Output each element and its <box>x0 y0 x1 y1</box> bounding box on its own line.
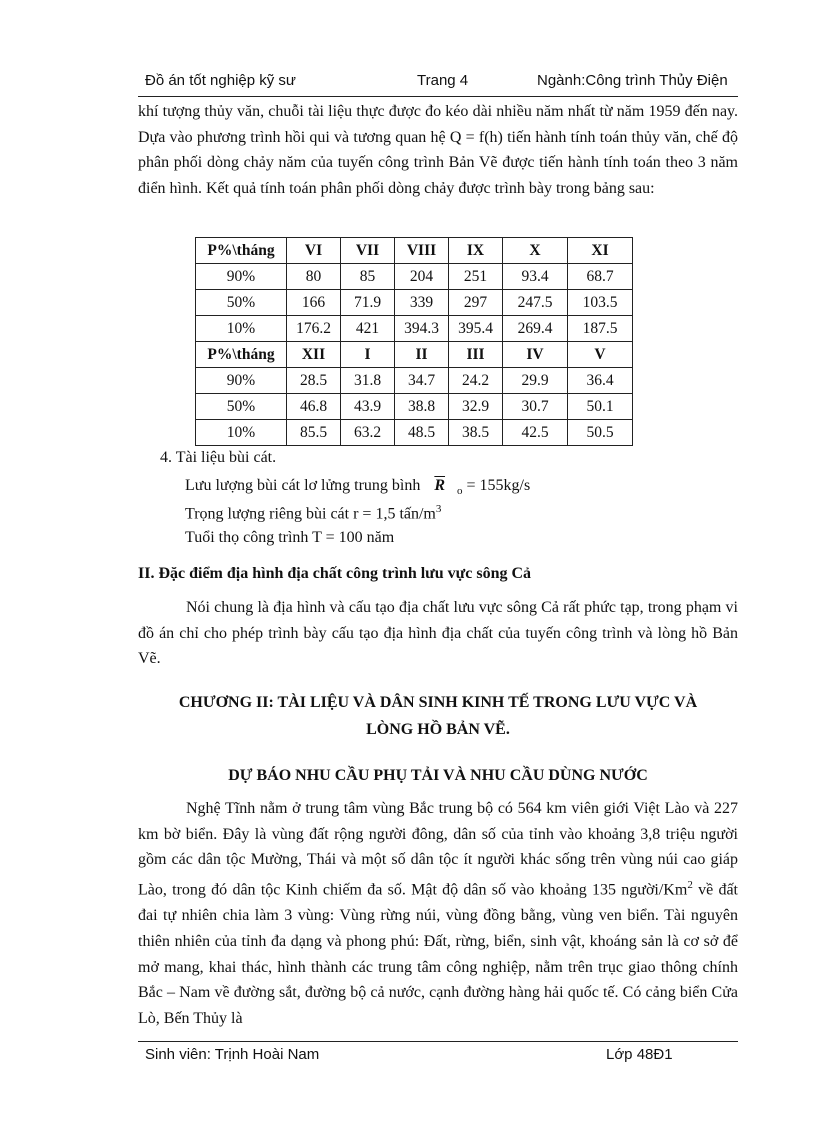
table-row <box>196 264 633 290</box>
table-header-cell: VIII <box>395 238 449 264</box>
page-header <box>145 72 738 94</box>
table-cell: 90% <box>196 264 287 290</box>
flow-distribution-table <box>195 237 633 446</box>
table-cell: 38.5 <box>449 420 503 446</box>
table-cell: 50.1 <box>568 394 633 420</box>
table-cell: 10% <box>196 316 287 342</box>
table-cell: 166 <box>287 290 341 316</box>
footer-rule <box>138 1041 738 1042</box>
table-row <box>196 290 633 316</box>
table-cell: 80 <box>287 264 341 290</box>
table-cell: 85 <box>341 264 395 290</box>
table-header-cell: XI <box>568 238 633 264</box>
table-cell: 103.5 <box>568 290 633 316</box>
table-cell: 50% <box>196 394 287 420</box>
header-right-text: Ngành:Công trình Thủy Điện <box>537 72 728 89</box>
table-header-cell: X <box>503 238 568 264</box>
page-footer <box>145 1046 738 1068</box>
table-header-cell: VII <box>341 238 395 264</box>
table-header-cell: V <box>568 342 633 368</box>
chapter-paragraph <box>138 796 738 1032</box>
chapter-subtitle: DỰ BÁO NHU CẦU PHỤ TẢI VÀ NHU CẦU DÙNG NƯỚC <box>228 767 648 784</box>
table-row <box>196 316 633 342</box>
table-cell: 10% <box>196 420 287 446</box>
sediment-life-line: Tuổi thọ công trình T = 100 năm <box>185 529 395 546</box>
intro-paragraph: khí tượng thủy văn, chuỗi tài liệu thực được đo kéo dài nhiều năm nhất từ năm 1959 đến nay. Dựa vào phương trình hồi qui và tương quan hệ Q = f(h) tiến hành tính toán thủy văn, chế độ phân phối dòng chảy năm của tuyến công trình Bản Vẽ được tiến hành tính toán theo 3 năm điển hình. Kết quả tính toán phân phối dòng chảy được trình bày trong bảng sau: <box>138 103 738 198</box>
section-paragraph: Nói chung là địa hình và cấu tạo địa chất lưu vực sông Cả rất phức tạp, trong phạm vi đồ án chỉ cho phép trình bày cấu tạo địa hình địa chất của tuyến công trình và lòng hồ Bản Vẽ. <box>138 599 738 668</box>
table-cell: 32.9 <box>449 394 503 420</box>
table-cell: 68.7 <box>568 264 633 290</box>
table-header-cell: XII <box>287 342 341 368</box>
table-header-row <box>196 238 633 264</box>
table-cell: 50% <box>196 290 287 316</box>
table-cell: 90% <box>196 368 287 394</box>
table-cell: 30.7 <box>503 394 568 420</box>
table-cell: 421 <box>341 316 395 342</box>
chapter-paragraph-part-b: về đất đai tự nhiên chia làm 3 vùng: Vùng rừng núi, vùng đồng bằng, vùng ven biển. Tài nguyên thiên nhiên của tỉnh đa dạng và phong phú: Đất, rừng, biển, sinh vật, khoáng sản là cơ sở để mở mang, khai thác, hình thành các trung tâm công nghiệp, nằm trên trục giao thông chính Bắc – Nam về đường sắt, đường bộ cả nước, cạnh đường hàng hải quốc tế. Có cảng biển Cửa Lò, Bến Thủy là <box>138 881 738 1027</box>
table-header-cell: III <box>449 342 503 368</box>
table-header-cell: P%\tháng <box>196 238 287 264</box>
sediment-weight-superscript: 3 <box>435 503 442 515</box>
table-cell: 176.2 <box>287 316 341 342</box>
table-cell: 36.4 <box>568 368 633 394</box>
table-cell: 24.2 <box>449 368 503 394</box>
sediment-heading: 4. Tài liệu bùi cát. <box>160 449 277 466</box>
table-cell: 50.5 <box>568 420 633 446</box>
table-cell: 247.5 <box>503 290 568 316</box>
table-cell: 187.5 <box>568 316 633 342</box>
table-cell: 251 <box>449 264 503 290</box>
table-cell: 269.4 <box>503 316 568 342</box>
table-cell: 43.9 <box>341 394 395 420</box>
table-header-cell: I <box>341 342 395 368</box>
sediment-weight-text: Trọng lượng riêng bùi cát r = 1,5 tấn/m <box>185 505 436 523</box>
table-header-cell: IX <box>449 238 503 264</box>
table-cell: 28.5 <box>287 368 341 394</box>
section-heading: II. Đặc điểm địa hình địa chất công trình lưu vực sông Cả <box>138 565 532 582</box>
table-cell: 394.3 <box>395 316 449 342</box>
table-header-cell: II <box>395 342 449 368</box>
table-cell: 339 <box>395 290 449 316</box>
table-cell: 48.5 <box>395 420 449 446</box>
sediment-flow-line <box>185 477 530 497</box>
sediment-flow-label: Lưu lượng bùi cát lơ lửng trung bình <box>185 477 421 494</box>
table-cell: 297 <box>449 290 503 316</box>
table-cell: 46.8 <box>287 394 341 420</box>
table-cell: 71.9 <box>341 290 395 316</box>
table-cell: 42.5 <box>503 420 568 446</box>
footer-class: Lớp 48Đ1 <box>606 1046 673 1063</box>
table-header-cell: VI <box>287 238 341 264</box>
table-header-cell: P%\tháng <box>196 342 287 368</box>
table-header-cell: IV <box>503 342 568 368</box>
sediment-flow-value: = 155kg/s <box>466 477 531 494</box>
table-header-row <box>196 342 633 368</box>
chapter-paragraph-part-a: Nghệ Tĩnh nằm ở trung tâm vùng Bắc trung bộ có 564 km viên giới Việt Lào và 227 km bờ biển. Đây là vùng đất rộng người đông, dân số của tỉnh vào khoảng 3,8 triệu người gồm các dân tộc Mường, Thái và một số dân tộc ít người khác sống trên vùng núi cao giáp Lào, trong đó dân tộc Kinh chiếm đa số. Mật độ dân số vào khoảng 135 người/Km <box>138 800 738 899</box>
chapter-paragraph-superscript: 2 <box>687 879 693 892</box>
table-cell: 34.7 <box>395 368 449 394</box>
table-cell: 93.4 <box>503 264 568 290</box>
header-rule <box>138 96 738 97</box>
table-cell: 29.9 <box>503 368 568 394</box>
table-cell: 31.8 <box>341 368 395 394</box>
table-row <box>196 420 633 446</box>
sediment-weight-line <box>185 503 441 523</box>
table-cell: 85.5 <box>287 420 341 446</box>
table-cell: 204 <box>395 264 449 290</box>
table-cell: 38.8 <box>395 394 449 420</box>
chapter-title-line-2: LÒNG HỒ BẢN VẼ. <box>366 721 510 738</box>
table-row <box>196 394 633 420</box>
chapter-title-line-1: CHƯƠNG II: TÀI LIỆU VÀ DÂN SINH KINH TẾ TRONG LƯU VỰC VÀ <box>178 694 698 711</box>
header-page-number: Trang 4 <box>417 72 469 89</box>
footer-student-name: Sinh viên: Trịnh Hoài Nam <box>145 1046 320 1063</box>
table-cell: 63.2 <box>341 420 395 446</box>
header-left-text: Đồ án tốt nghiệp kỹ sư <box>145 72 296 89</box>
table-cell: 395.4 <box>449 316 503 342</box>
sediment-flow-subscript: o <box>457 485 463 498</box>
sediment-flow-symbol: $\overline{R}$ <box>434 477 446 494</box>
table-row <box>196 368 633 394</box>
